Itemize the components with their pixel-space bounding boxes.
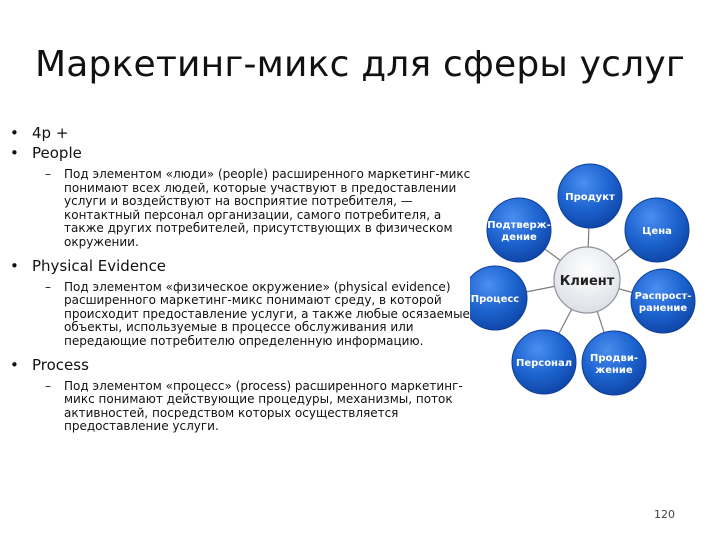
diagram-node <box>631 269 695 333</box>
node-label: жение <box>595 365 633 376</box>
node-label: Процесс <box>470 294 520 305</box>
diagram-node <box>558 164 622 228</box>
diagram-node <box>625 198 689 262</box>
bullet-text: 4р + <box>32 124 69 142</box>
center-label: Клиент <box>559 274 615 289</box>
bullet-item <box>10 356 474 374</box>
slide-title: Маркетинг-микс для сферы услуг <box>35 44 685 85</box>
node-label: Распрост- <box>634 291 692 302</box>
sub-bullet-text: Под элементом «люди» (people) расширенного маркетинг-микс понимают всех людей, которые участвуют в предоставлении услуги и воздействуют на восприятие потребителя, — контактный персонал организации, самого потребителя, а также других потребителей, присутствующих в физическом окружении. <box>64 167 471 249</box>
bullet-item <box>10 144 474 162</box>
bullet-item <box>10 257 474 275</box>
diagram-node <box>487 198 551 262</box>
bullet-dot: • <box>10 256 19 275</box>
diagram-node <box>512 330 576 394</box>
bullet-text: People <box>32 144 82 162</box>
node-label: Подтверж- <box>487 220 551 231</box>
bullet-list <box>10 124 474 434</box>
bullet-text: Physical Evidence <box>32 256 167 275</box>
client-marketing-mix-diagram <box>470 150 720 410</box>
sub-bullet-item <box>32 168 474 250</box>
center-node-client <box>554 247 620 313</box>
bullet-dot: • <box>10 124 19 142</box>
node-label: дение <box>501 232 537 243</box>
sub-bullet-dash: – <box>45 378 51 393</box>
sub-bullet-item <box>32 380 474 434</box>
node-label: Продукт <box>565 192 615 203</box>
diagram-node <box>582 331 646 395</box>
node-label: Продви- <box>590 353 638 364</box>
diagram-node <box>470 266 527 330</box>
node-label: Цена <box>642 226 672 237</box>
bullet-dot: • <box>10 144 19 162</box>
bullet-dot: • <box>10 355 19 374</box>
sub-bullet-dash: – <box>45 167 51 181</box>
bullet-text: Process <box>32 355 89 374</box>
node-label: ранение <box>638 303 688 314</box>
page-number: 120 <box>654 508 675 521</box>
node-label: Персонал <box>515 358 573 369</box>
sub-bullet-text: Под элементом «физическое окружение» (physical evidence) расширенного маркетинг-микс понимают среду, в которой происходит предоставление услуги, а также любые осязаемые объекты, используемые в процессе обслуживания или передающие потребителю определенную информацию. <box>64 279 470 348</box>
sub-bullet-dash: – <box>45 279 51 294</box>
sub-bullet-text: Под элементом «процесс» (process) расширенного маркетинг-микс понимают действующие процедуры, механизмы, поток активностей, посредством которых осуществляется предоставление услуги. <box>64 378 463 434</box>
bullet-item <box>10 124 474 142</box>
sub-bullet-item <box>32 281 474 349</box>
